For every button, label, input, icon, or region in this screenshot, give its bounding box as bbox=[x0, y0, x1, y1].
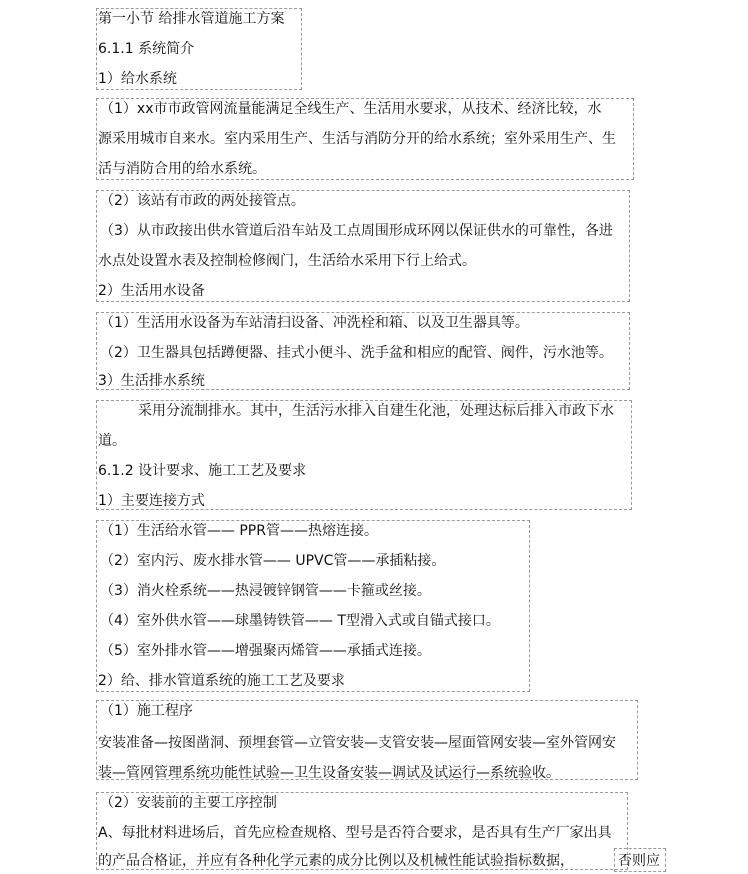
text-line: （1）施工程序 bbox=[100, 703, 193, 719]
text-line: 采用分流制排水。其中，生活污水排入自建生化池，处理达标后排入市政下水 bbox=[138, 403, 614, 419]
text-line: （2）卫生器具包括蹲便器、挂式小便斗、洗手盆和相应的配管、阀件，污水池等。 bbox=[100, 345, 613, 361]
text-line: （1）生活给水管—— PPR管——热熔连接。 bbox=[100, 523, 378, 539]
text-line: （2）安装前的主要工序控制 bbox=[100, 795, 277, 811]
item-heading: 2）给、排水管道系统的施工工艺及要求 bbox=[98, 673, 345, 689]
subsection-heading: 6.1.1 系统简介 bbox=[98, 41, 195, 57]
text-line: 的产品合格证，并应有各种化学元素的成分比例以及机械性能试验指标数据， bbox=[98, 853, 574, 869]
subsection-heading: 6.1.2 设计要求、施工工艺及要求 bbox=[98, 463, 307, 479]
text-line: （2）该站有市政的两处接管点。 bbox=[100, 193, 305, 209]
text-line: （2）室内污、废水排水管—— UPVC管——承插粘接。 bbox=[100, 553, 446, 569]
text-line: 安装准备—按图凿洞、预埋套管—立管安装—支管安装—屋面管网安装—室外管网安 bbox=[98, 735, 616, 751]
item-heading: 3）生活排水系统 bbox=[98, 373, 205, 389]
text-line: （4）室外供水管——球墨铸铁管—— T型滑入式或自锚式接口。 bbox=[100, 613, 500, 629]
text-line: 否则应 bbox=[618, 853, 660, 869]
paragraph-block bbox=[96, 520, 530, 692]
text-line: 活与消防合用的给水系统。 bbox=[98, 161, 266, 177]
item-heading: 2）生活用水设备 bbox=[98, 283, 205, 299]
text-line: 道。 bbox=[98, 433, 126, 449]
text-line: （5）室外排水管——增强聚丙烯管——承插式连接。 bbox=[100, 643, 431, 659]
text-line: 水点处设置水表及控制检修阀门，生活给水采用下行上给式。 bbox=[98, 253, 476, 269]
text-line: （1）生活用水设备为车站清扫设备、冲洗栓和箱、以及卫生器具等。 bbox=[100, 315, 529, 331]
text-line: （3）消火栓系统——热浸镀锌钢管——卡箍或丝接。 bbox=[100, 583, 431, 599]
item-heading: 1）主要连接方式 bbox=[98, 493, 205, 509]
section-title: 第一小节 给排水管道施工方案 bbox=[98, 11, 285, 27]
text-line: 源采用城市自来水。室内采用生产、生活与消防分开的给水系统；室外采用生产、生 bbox=[98, 131, 616, 147]
item-heading: 1）给水系统 bbox=[98, 71, 177, 87]
text-line: （1）xx市市政管网流量能满足全线生产、生活用水要求，从技术、经济比较，水 bbox=[100, 101, 602, 117]
text-line: （3）从市政接出供水管道后沿车站及工点周围形成环网以保证供水的可靠性，各进 bbox=[100, 223, 613, 239]
text-line: 装—管网管理系统功能性试验—卫生设备安装—调试及试运行—系统验收。 bbox=[98, 765, 560, 781]
text-line: A、每批材料进场后，首先应检查规格、型号是否符合要求，是否具有生产厂家出具 bbox=[98, 825, 612, 841]
